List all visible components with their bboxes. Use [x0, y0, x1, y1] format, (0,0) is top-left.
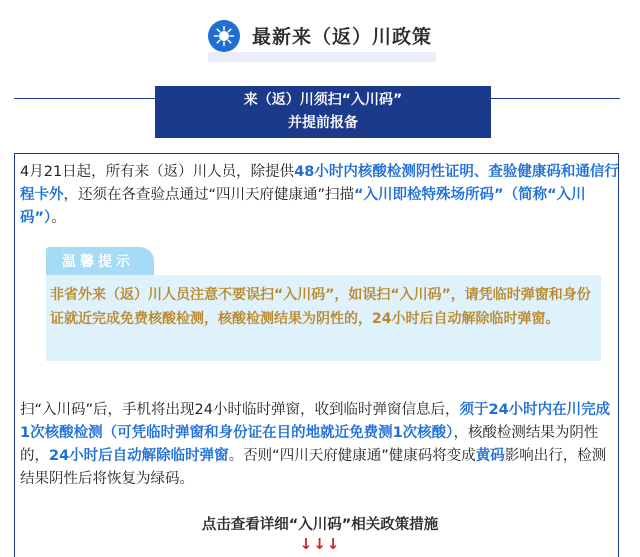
details-link[interactable]: 点击查看详细“入川码”相关政策措施 [201, 517, 439, 533]
para2-highlight: 须于24小时内在川完成1次核酸检测（可凭临时弹窗和身份证在目的地就近免费测1次核酸） [20, 402, 611, 441]
banner-title-line2: 并提前报备 [288, 115, 358, 131]
para1-highlight: “入川即检特殊场所码”（简称“入川码”） [20, 187, 586, 226]
para1-text: 。 [51, 210, 66, 226]
para2-text: ，核酸检测结果为阴性的， [20, 425, 599, 464]
para1-highlight: 48小时内核酸检测阴性证明、查验健康码和通信行程卡外 [20, 164, 619, 203]
down-arrows-icon: ↓↓↓ [299, 535, 341, 553]
title-underline [208, 52, 436, 62]
para2-text: 扫“入川码”后，手机将出现24小时临时弹窗，收到临时弹窗信息后， [20, 402, 460, 418]
para1-text: 4月21日起，所有来（返）川人员，除提供 [20, 164, 295, 180]
yellow-code-highlight: 黄码 [475, 448, 505, 464]
page-title: 最新来（返）川政策 [252, 26, 433, 48]
para1-text: ，还须在各查验点通过“四川天府健康通”扫描 [63, 187, 355, 203]
virus-icon [208, 20, 240, 52]
para2-text: 影响出行，检测结果阴性后将恢复为绿码。 [20, 448, 607, 487]
para2-text: 。否则“四川天府健康通”健康码将变成 [228, 448, 476, 464]
banner-title-line1: 来（返）川须扫“入川码” [243, 92, 403, 108]
policy-paragraph-2 [20, 399, 620, 491]
section-banner [155, 86, 491, 138]
para2-highlight: 24小时后自动解除临时弹窗 [49, 448, 229, 464]
policy-paragraph-1 [20, 161, 622, 230]
tip-label: 温馨提示 [62, 254, 134, 270]
tip-text: 非省外来（返）川人员注意不要误扫“入川码”，如误扫“入川码”，请凭临时弹窗和身份证就近完成免费核酸检测，核酸检测结果为阴性的，24小时后自动解除临时弹窗。 [50, 287, 591, 327]
page-header [0, 0, 640, 66]
